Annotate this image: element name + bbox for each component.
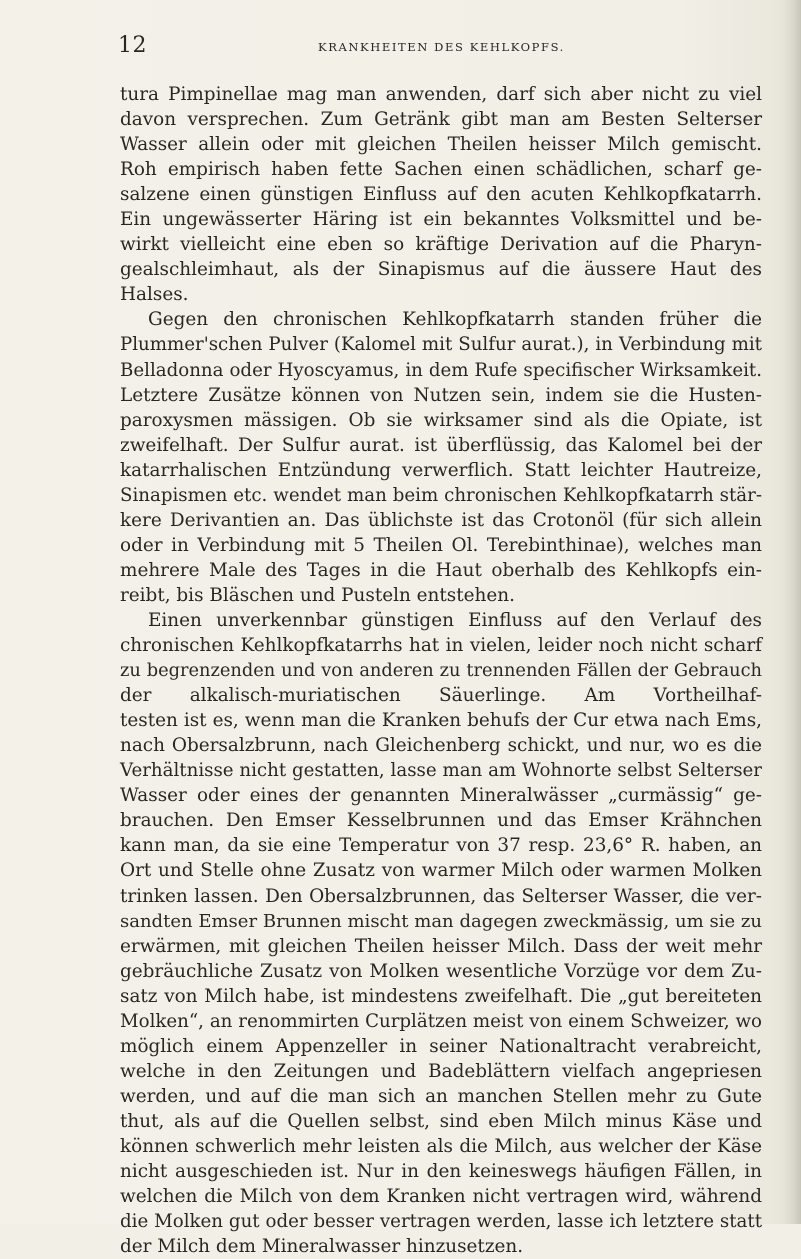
text-line: welchen die Milch von dem Kranken nicht vertragen wird, während <box>120 1186 762 1208</box>
text-line: können schwerlich mehr leisten als die Milch, aus welcher der Käse <box>120 1135 762 1157</box>
text-line: Verhältnisse nicht gestatten, lasse man am Wohnorte selbst Selterser <box>120 760 762 782</box>
text-line: trinken lassen. Den Obersalzbrunnen, das Selterser Wasser, die ver- <box>120 885 762 907</box>
text-line: Ort und Stelle ohne Zusatz von warmer Milch oder warmen Molken <box>120 860 762 882</box>
text-line: paroxysmen mässigen. Ob sie wirksamer sind als die Opiate, ist <box>120 409 762 431</box>
text-line: oder in Verbindung mit 5 Theilen Ol. Terebinthinae), welches man <box>120 534 762 556</box>
text-line: gealschleimhaut, als der Sinapismus auf die äussere Haut des <box>120 259 762 281</box>
text-line: chronischen Kehlkopfkatarrhs hat in vielen, leider noch nicht scharf <box>120 635 762 657</box>
text-line: testen ist es, wenn man die Kranken behufs der Cur etwa nach Ems, <box>120 710 762 732</box>
text-line: Letztere Zusätze können von Nutzen sein, indem sie die Husten- <box>120 384 762 406</box>
text-line: kere Derivantien an. Das üblichste ist das Crotonöl (für sich allein <box>120 509 762 531</box>
text-line: welche in den Zeitungen und Badeblättern vielfach angepriesen <box>120 1060 762 1082</box>
text-line: erwärmen, mit gleichen Theilen heisser Milch. Dass der weit mehr <box>120 935 762 957</box>
text-line: wirkt vielleicht eine eben so kräftige Derivation auf die Pharyn- <box>120 234 762 256</box>
text-line: Roh empirisch haben fette Sachen einen schädlichen, scharf ge- <box>120 159 762 181</box>
text-line: Gegen den chronischen Kehlkopfkatarrh standen früher die <box>148 309 762 331</box>
text-line: satz von Milch habe, ist mindestens zweifelhaft. Die „gut bereiteten <box>120 985 762 1007</box>
text-line: möglich einem Appenzeller in seiner Nationaltracht verabreicht, <box>120 1035 762 1057</box>
text-line: Molken“, an renommirten Curplätzen meist von einem Schweizer, wo <box>120 1010 762 1032</box>
text-line: katarrhalischen Entzündung verwerflich. Statt leichter Hautreize, <box>120 459 762 481</box>
text-line: thut, als auf die Quellen selbst, sind eben Milch minus Käse und <box>120 1110 762 1132</box>
text-line: der Milch dem Mineralwasser hinzusetzen. <box>120 1236 524 1258</box>
text-line: sandten Emser Brunnen mischt man dagegen zweckmässig, um sie zu <box>120 910 762 932</box>
text-line: nicht ausgeschieden ist. Nur in den keineswegs häufigen Fällen, in <box>120 1161 762 1183</box>
text-line: werden, und auf die man sich an manchen Stellen mehr zu Gute <box>120 1085 762 1107</box>
text-line: Sinapismen etc. wendet man beim chronischen Kehlkopfkatarrh stär- <box>120 484 762 506</box>
text-line: Wasser allein oder mit gleichen Theilen heisser Milch gemischt. <box>120 134 762 156</box>
text-line: salzene einen günstigen Einfluss auf den acuten Kehlkopfkatarrh. <box>120 184 762 206</box>
text-line: Einen unverkennbar günstigen Einfluss auf den Verlauf des <box>148 609 762 631</box>
text-line: zu begrenzenden und von anderen zu trennenden Fällen der Gebrauch <box>120 660 762 682</box>
text-line: der alkalisch-muriatischen Säuerlinge. Am Vortheilhaf- <box>120 685 762 707</box>
text-line: tura Pimpinellae mag man anwenden, darf sich aber nicht zu viel <box>120 84 762 105</box>
text-line: die Molken gut oder besser vertragen werden, lasse ich letztere statt <box>120 1211 762 1233</box>
text-line: kann man, da sie eine Temperatur von 37 resp. 23,6° R. haben, an <box>120 835 762 857</box>
text-line: nach Obersalzbrunn, nach Gleichenberg schickt, und nur, wo es die <box>120 735 762 757</box>
text-line: zweifelhaft. Der Sulfur aurat. ist überflüssig, das Kalomel bei der <box>120 434 762 456</box>
text-line: Wasser oder eines der genannten Mineralwässer „curmässig“ ge- <box>120 785 762 807</box>
body-text <box>120 82 762 1259</box>
text-line: davon versprechen. Zum Getränk gibt man am Besten Selterser <box>120 109 762 131</box>
text-line: Ein ungewässerter Häring ist ein bekanntes Volksmittel und be- <box>120 209 762 231</box>
text-line: Halses. <box>120 284 189 306</box>
text-line: Plummer'schen Pulver (Kalomel mit Sulfur aurat.), in Verbindung mit <box>120 334 762 356</box>
text-line: reibt, bis Bläschen und Pusteln entstehen. <box>120 584 515 606</box>
running-head: KRANKHEITEN DES KEHLKOPFS. <box>318 40 565 54</box>
page-edge-shadow <box>783 0 801 1224</box>
text-line: gebräuchliche Zusatz von Molken wesentliche Vorzüge vor dem Zu- <box>120 960 762 982</box>
text-line: mehrere Male des Tages in die Haut oberhalb des Kehlkopfs ein- <box>120 559 762 581</box>
text-line: Belladonna oder Hyoscyamus, in dem Rufe specifischer Wirksamkeit. <box>120 359 762 381</box>
page-number: 12 <box>118 33 147 58</box>
text-line: brauchen. Den Emser Kesselbrunnen und das Emser Krähnchen <box>120 810 762 832</box>
